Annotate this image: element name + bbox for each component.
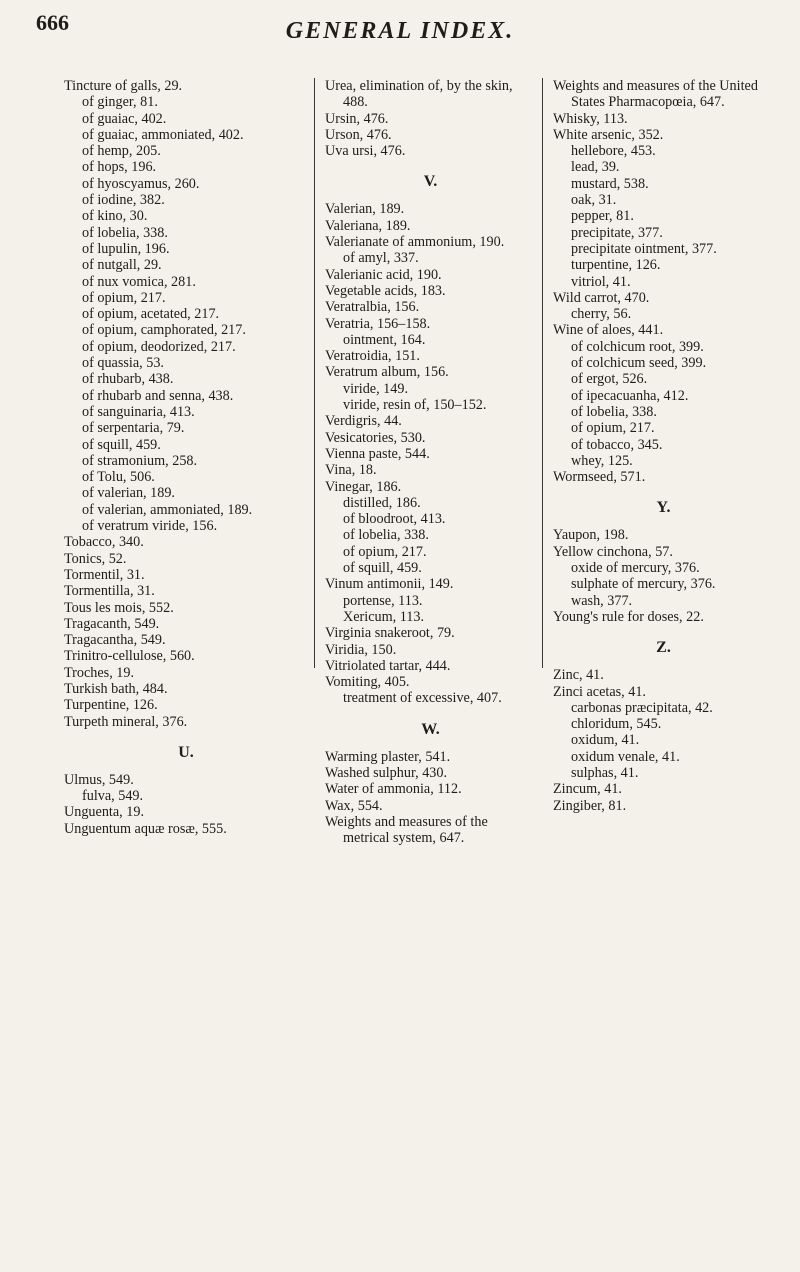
- index-entry: Veratrum album, 156.: [325, 364, 449, 381]
- page-number: 666: [36, 10, 69, 35]
- index-subentry: sulphate of mercury, 376.: [571, 576, 716, 593]
- index-subentry: of bloodroot, 413.: [343, 511, 446, 528]
- index-entry: Young's rule for doses, 22.: [553, 608, 704, 625]
- index-entry: Veratroidia, 151.: [325, 348, 420, 365]
- index-entry: Veratralbia, 156.: [325, 299, 420, 316]
- index-entry: Zingiber, 81.: [553, 797, 627, 814]
- index-subentry: of quassia, 53.: [82, 355, 164, 372]
- index-subentry: of ginger, 81.: [82, 94, 158, 111]
- index-entry: Unguenta, 19.: [64, 804, 144, 821]
- index-subentry: of kino, 30.: [82, 208, 148, 225]
- index-subentry: of nutgall, 29.: [82, 257, 162, 274]
- index-subentry: distilled, 186.: [343, 494, 421, 511]
- index-entry: Turpeth mineral, 376.: [64, 713, 188, 730]
- index-subentry: of colchicum root, 399.: [571, 338, 704, 355]
- index-subentry: ointment, 164.: [343, 331, 426, 348]
- index-subentry: mustard, 538.: [571, 175, 649, 192]
- index-entry: Virginia snakeroot, 79.: [325, 625, 455, 642]
- index-subentry: of tobacco, 345.: [571, 436, 663, 453]
- index-subentry: of opium, 217.: [343, 543, 427, 560]
- index-entry: Tragacantha, 549.: [64, 632, 166, 649]
- index-subentry: whey, 125.: [571, 452, 633, 469]
- index-subentry: of hops, 196.: [82, 159, 157, 176]
- index-subentry: oxidum venale, 41.: [571, 748, 680, 765]
- letter-heading: W.: [421, 720, 440, 738]
- index-entry: Vitriolated tartar, 444.: [325, 657, 451, 674]
- index-subentry: of opium, deodorized, 217.: [82, 338, 236, 355]
- index-subentry: of lupulin, 196.: [82, 240, 170, 257]
- index-entry: Vegetable acids, 183.: [325, 282, 446, 299]
- index-subentry: of guaiac, ammoniated, 402.: [82, 126, 244, 143]
- index-entry: Wine of aloes, 441.: [553, 322, 664, 339]
- index-entry: Wax, 554.: [325, 797, 383, 814]
- index-subentry: carbonas præcipitata, 42.: [571, 699, 713, 716]
- running-head: GENERAL INDEX.: [285, 18, 515, 44]
- index-subentry: viride, resin of, 150–152.: [343, 397, 487, 414]
- index-subentry: fulva, 549.: [82, 788, 144, 805]
- index-subentry: oak, 31.: [571, 192, 617, 209]
- index-subentry: of opium, acetated, 217.: [82, 306, 220, 323]
- index-subentry: of opium, 217.: [571, 420, 655, 437]
- index-subentry: of opium, camphorated, 217.: [82, 322, 246, 339]
- index-entry: Turkish bath, 484.: [64, 680, 168, 697]
- index-subentry: lead, 39.: [571, 159, 620, 176]
- index-entry: Urea, elimination of, by the skin, 488.: [325, 78, 513, 111]
- letter-heading: V.: [423, 173, 438, 191]
- index-subentry: of lobelia, 338.: [82, 224, 168, 241]
- index-subentry: of Tolu, 506.: [82, 469, 155, 486]
- index-entry: Tragacanth, 549.: [64, 615, 160, 632]
- index-entry: Vina, 18.: [325, 462, 377, 479]
- index-subentry: wash, 377.: [571, 592, 633, 609]
- index-entry: Vinegar, 186.: [325, 478, 402, 495]
- index-entry: Tincture of galls, 29.: [64, 78, 183, 94]
- index-subentry: of hyoscyamus, 260.: [82, 175, 200, 192]
- index-subentry: of veratrum viride, 156.: [82, 518, 218, 535]
- index-subentry: of hemp, 205.: [82, 143, 161, 160]
- index-entry: Wormseed, 571.: [553, 469, 646, 486]
- index-entry: Valerianic acid, 190.: [325, 266, 442, 283]
- index-subentry: of lobelia, 338.: [343, 527, 429, 544]
- index-subentry: of rhubarb, 438.: [82, 371, 174, 388]
- index-entry: Yaupon, 198.: [553, 527, 629, 544]
- index-column-3: [542, 78, 780, 814]
- index-entry: Viridia, 150.: [325, 641, 397, 658]
- index-subentry: oxide of mercury, 376.: [571, 560, 700, 577]
- index-subentry: turpentine, 126.: [571, 257, 661, 274]
- index-entry: Tonics, 52.: [64, 550, 127, 567]
- index-entry: Veratria, 156–158.: [325, 315, 431, 332]
- index-entry: Vinum antimonii, 149.: [325, 576, 454, 593]
- index-subentry: of guaiac, 402.: [82, 110, 167, 127]
- index-entry: Verdigris, 44.: [325, 413, 402, 430]
- index-subentry: pepper, 81.: [571, 208, 634, 225]
- index-entry: Zinc, 41.: [553, 667, 604, 684]
- index-subentry: chloridum, 545.: [571, 716, 662, 733]
- index-entry: Zinci acetas, 41.: [553, 683, 646, 700]
- index-entry: Uva ursi, 476.: [325, 143, 406, 160]
- index-entry: Trinitro-cellulose, 560.: [64, 648, 195, 665]
- index-subentry: cherry, 56.: [571, 306, 632, 323]
- index-subentry: of opium, 217.: [82, 289, 166, 306]
- index-subentry: of squill, 459.: [343, 560, 422, 577]
- index-subentry: Xericum, 113.: [343, 608, 425, 625]
- index-entry: Unguentum aquæ rosæ, 555.: [64, 820, 227, 837]
- index-entry: Warming plaster, 541.: [325, 748, 451, 765]
- index-entry: Vesicatories, 530.: [325, 429, 426, 446]
- index-entry: Turpentine, 126.: [64, 697, 158, 714]
- index-subentry: of ipecacuanha, 412.: [571, 387, 689, 404]
- index-column-2: [314, 78, 542, 847]
- index-entry: White arsenic, 352.: [553, 126, 664, 143]
- index-entry: Weights and measures of the United States Pharmacopœia, 647.: [553, 78, 758, 111]
- index-subentry: of serpentaria, 79.: [82, 420, 185, 437]
- index-subentry: of stramonium, 258.: [82, 452, 198, 469]
- index-entry: Urson, 476.: [325, 126, 392, 143]
- index-column-1: [64, 78, 314, 837]
- index-entry: Vienna paste, 544.: [325, 445, 430, 462]
- index-subentry: portense, 113.: [343, 592, 423, 609]
- index-subentry: hellebore, 453.: [571, 143, 656, 160]
- index-subentry: treatment of excessive, 407.: [343, 690, 502, 707]
- index-entry: Zincum, 41.: [553, 781, 622, 798]
- index-entry: Tobacco, 340.: [64, 534, 144, 551]
- index-entry: Valerianate of ammonium, 190.: [325, 234, 505, 251]
- index-subentry: of iodine, 382.: [82, 192, 165, 209]
- index-entry: Troches, 19.: [64, 664, 135, 681]
- index-subentry: of valerian, 189.: [82, 485, 175, 502]
- index-subentry: precipitate ointment, 377.: [571, 240, 717, 257]
- index-subentry: sulphas, 41.: [571, 764, 639, 781]
- index-entry: Ursin, 476.: [325, 110, 389, 127]
- index-entry: Tormentil, 31.: [64, 566, 145, 583]
- letter-heading: Z.: [656, 639, 671, 657]
- index-subentry: viride, 149.: [343, 380, 409, 397]
- index-entry: Weights and measures of the metrical system, 647.: [325, 813, 488, 847]
- index-entry: Tous les mois, 552.: [64, 599, 174, 616]
- index-entry: Yellow cinchona, 57.: [553, 543, 673, 560]
- letter-heading: Y.: [656, 499, 671, 517]
- index-entry: Vomiting, 405.: [325, 674, 410, 691]
- index-entry: Valeriana, 189.: [325, 217, 411, 234]
- index-subentry: precipitate, 377.: [571, 224, 663, 241]
- index-entry: Valerian, 189.: [325, 201, 405, 218]
- index-entry: Ulmus, 549.: [64, 771, 134, 788]
- index-entry: Whisky, 113.: [553, 110, 628, 127]
- index-subentry: of rhubarb and senna, 438.: [82, 387, 234, 404]
- index-subentry: of lobelia, 338.: [571, 403, 657, 420]
- index-subentry: of nux vomica, 281.: [82, 273, 196, 290]
- index-subentry: of squill, 459.: [82, 436, 161, 453]
- index-subentry: of valerian, ammoniated, 189.: [82, 501, 253, 518]
- index-subentry: of sanguinaria, 413.: [82, 403, 195, 420]
- index-subentry: vitriol, 41.: [571, 273, 631, 290]
- index-columns: [64, 78, 780, 847]
- index-subentry: of ergot, 526.: [571, 371, 648, 388]
- letter-heading: U.: [178, 743, 194, 761]
- index-entry: Wild carrot, 470.: [553, 289, 650, 306]
- index-entry: Washed sulphur, 430.: [325, 764, 448, 781]
- index-subentry: of amyl, 337.: [343, 250, 419, 267]
- index-entry: Tormentilla, 31.: [64, 583, 155, 600]
- index-subentry: oxidum, 41.: [571, 732, 640, 749]
- index-subentry: of colchicum seed, 399.: [571, 355, 707, 372]
- index-entry: Water of ammonia, 112.: [325, 781, 462, 798]
